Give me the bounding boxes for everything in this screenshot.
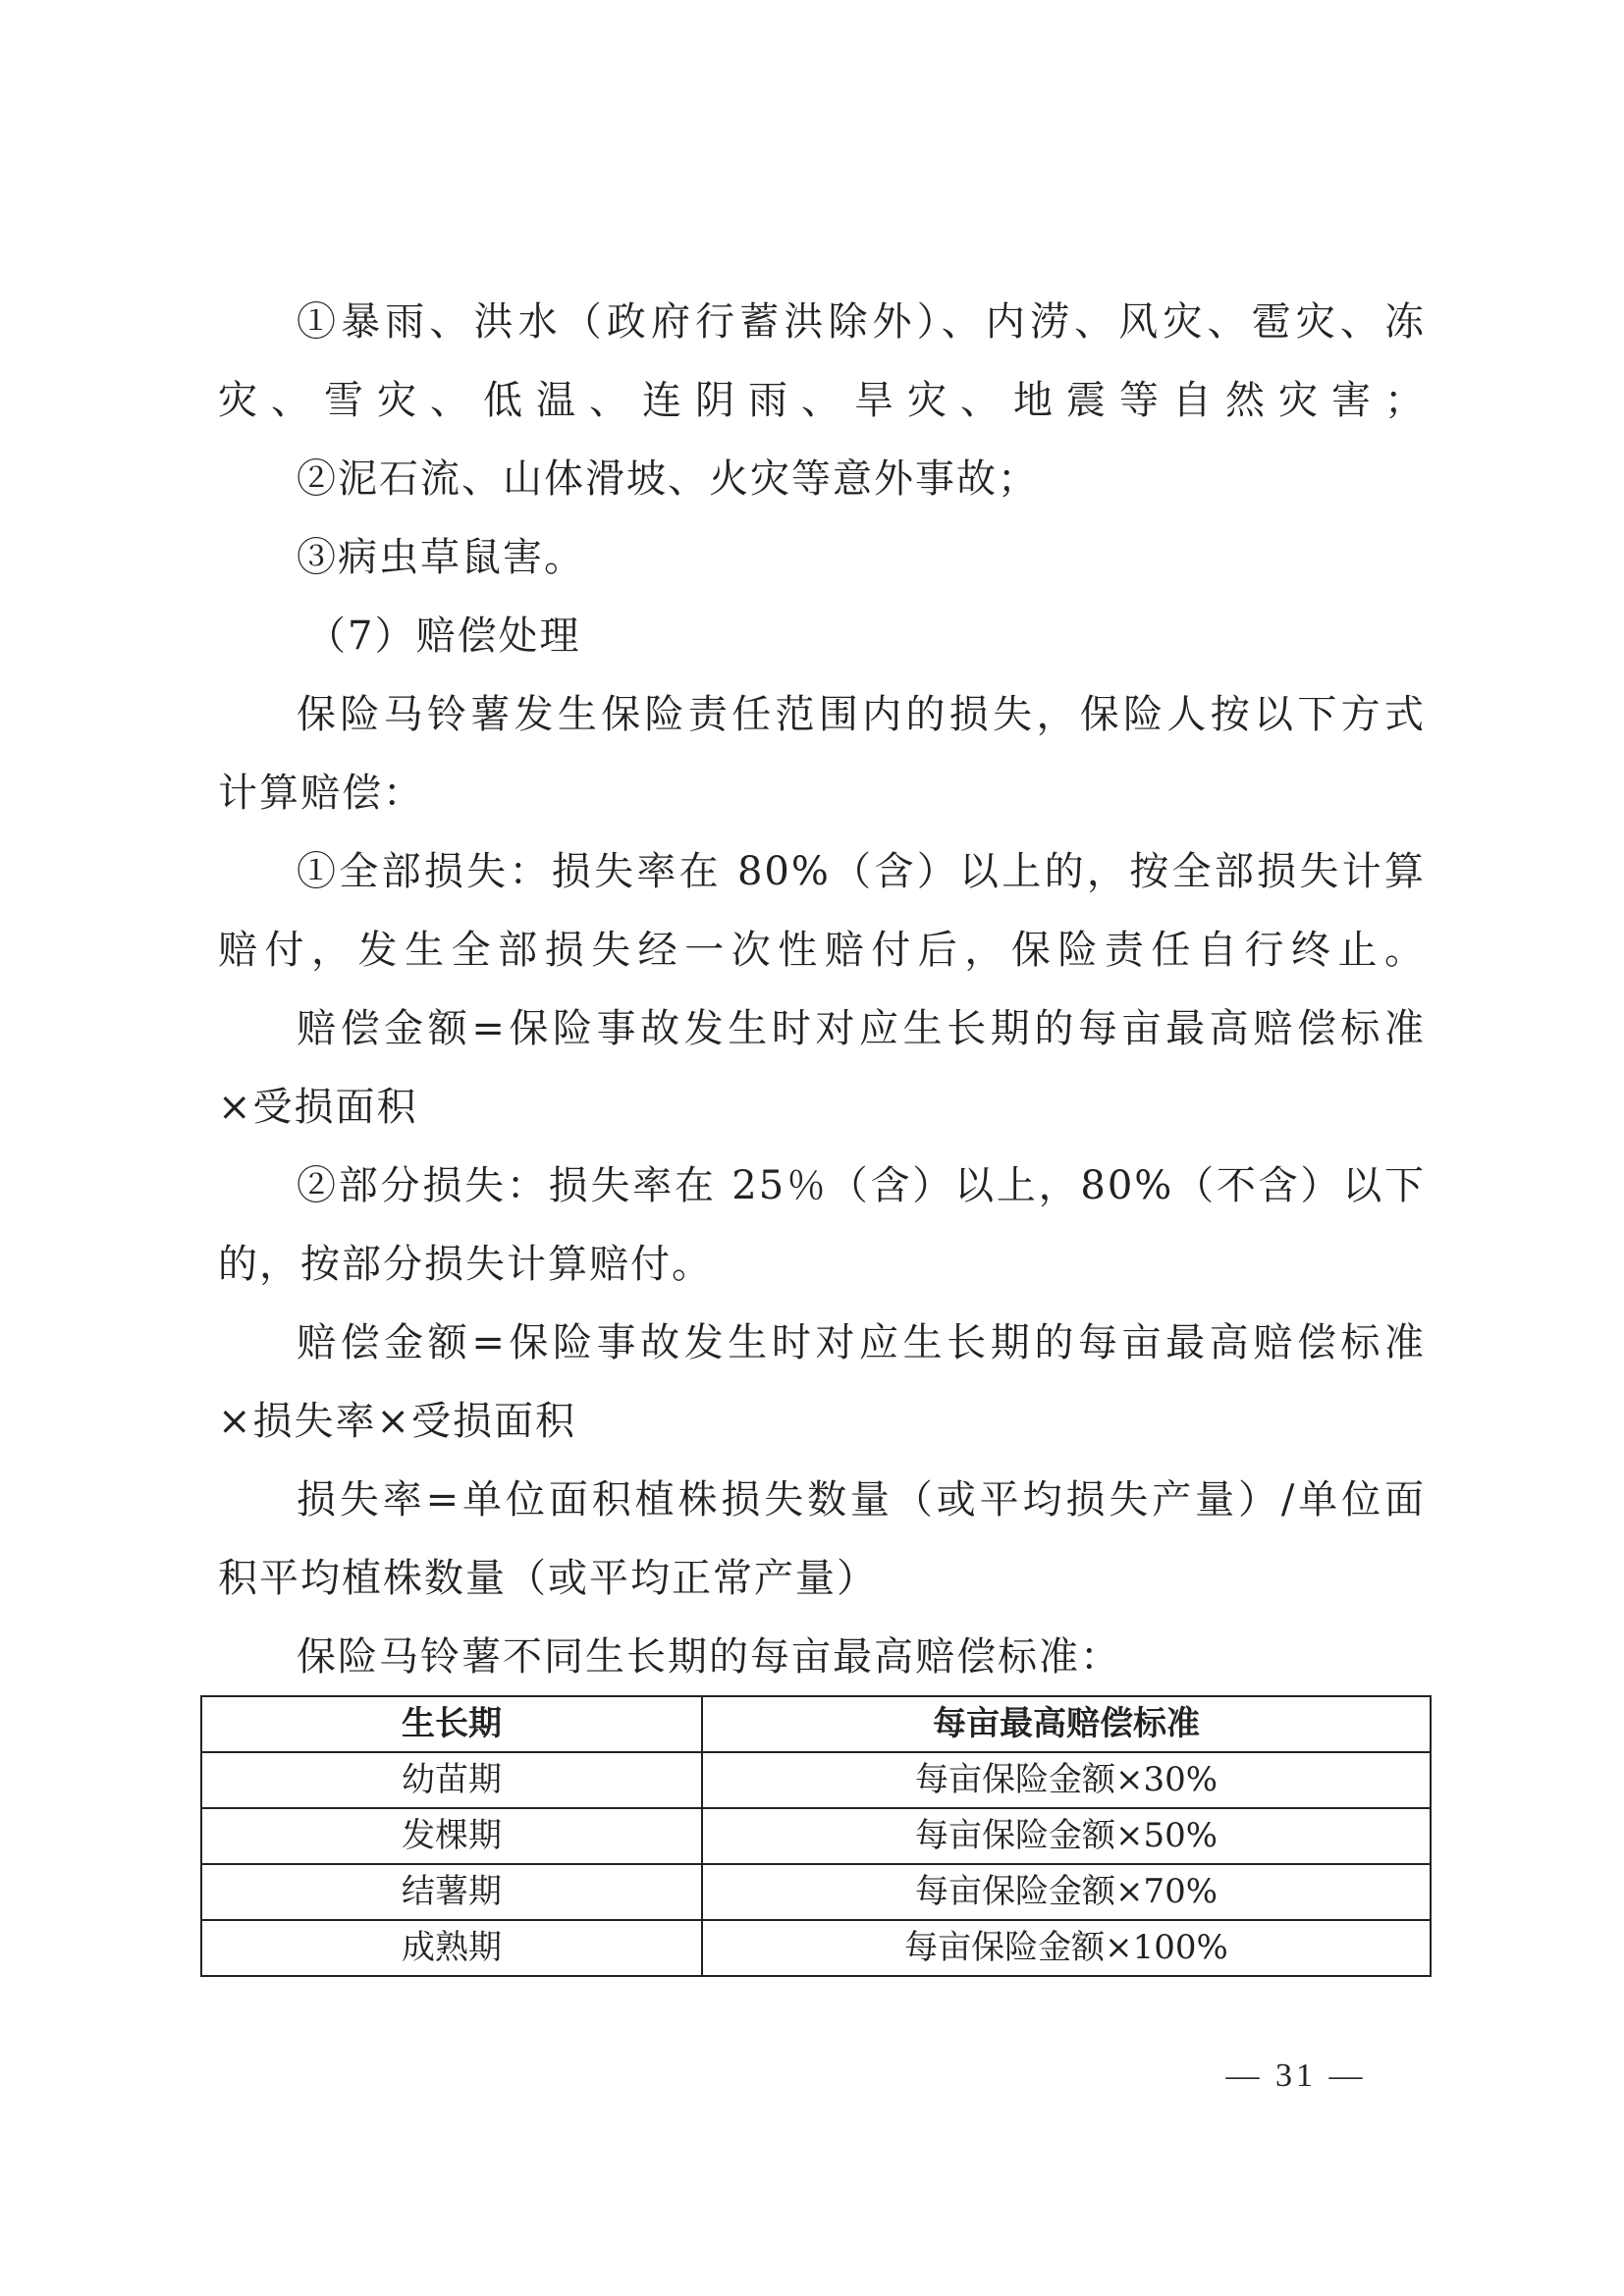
section-heading: （7）赔偿处理 <box>306 614 581 659</box>
table-caption: 保险马铃薯不同生长期的每亩最高赔偿标准： <box>297 1634 1121 1680</box>
paragraph-line: 积平均植株数量（或平均正常产量） <box>218 1556 878 1601</box>
paragraph-line: ③病虫草鼠害。 <box>297 535 585 580</box>
table-cell-standard: 每亩保险金额×30% <box>702 1752 1431 1808</box>
paragraph-line: 保险马铃薯发生保险责任范围内的损失，保险人按以下方式 <box>297 692 1426 737</box>
table-cell-stage: 结薯期 <box>201 1864 702 1920</box>
paragraph-line: 灾、雪灾、低温、连阴雨、旱灾、地震等自然灾害； <box>218 378 1426 423</box>
table-cell-standard: 每亩保险金额×70% <box>702 1864 1431 1920</box>
column-header-max-compensation: 每亩最高赔偿标准 <box>702 1696 1431 1752</box>
table-cell-standard: 每亩保险金额×50% <box>702 1808 1431 1864</box>
table-header-row <box>201 1696 1431 1752</box>
table-row <box>201 1864 1431 1920</box>
paragraph-line: ②部分损失：损失率在 25％（含）以上，80%（不含）以下 <box>297 1163 1426 1208</box>
compensation-table <box>200 1695 1432 1977</box>
paragraph-line: 的，按部分损失计算赔付。 <box>218 1242 713 1287</box>
table-cell-stage: 幼苗期 <box>201 1752 702 1808</box>
paragraph-line: ×受损面积 <box>218 1085 418 1130</box>
table-row <box>201 1808 1431 1864</box>
paragraph-line: ①暴雨、洪水（政府行蓄洪除外）、内涝、风灾、雹灾、冻 <box>297 299 1426 345</box>
paragraph-line: 计算赔偿： <box>218 771 424 816</box>
table-cell-standard: 每亩保险金额×100% <box>702 1920 1431 1976</box>
paragraph-line: ②泥石流、山体滑坡、火灾等意外事故； <box>297 456 1039 502</box>
page-number: — 31 — <box>1225 2057 1367 2094</box>
paragraph-line: 损失率=单位面积植株损失数量（或平均损失产量）/单位面 <box>297 1477 1426 1522</box>
table-cell-stage: 发棵期 <box>201 1808 702 1864</box>
paragraph-line: 赔偿金额=保险事故发生时对应生长期的每亩最高赔偿标准 <box>297 1320 1426 1365</box>
table-row <box>201 1752 1431 1808</box>
column-header-growth-stage: 生长期 <box>201 1696 702 1752</box>
paragraph-line: 赔偿金额=保险事故发生时对应生长期的每亩最高赔偿标准 <box>297 1006 1426 1051</box>
table-row <box>201 1920 1431 1976</box>
paragraph-line: ①全部损失：损失率在 80%（含）以上的，按全部损失计算 <box>297 849 1426 894</box>
paragraph-line: 赔付，发生全部损失经一次性赔付后，保险责任自行终止。 <box>218 928 1426 973</box>
paragraph-line: ×损失率×受损面积 <box>218 1399 577 1444</box>
table-cell-stage: 成熟期 <box>201 1920 702 1976</box>
